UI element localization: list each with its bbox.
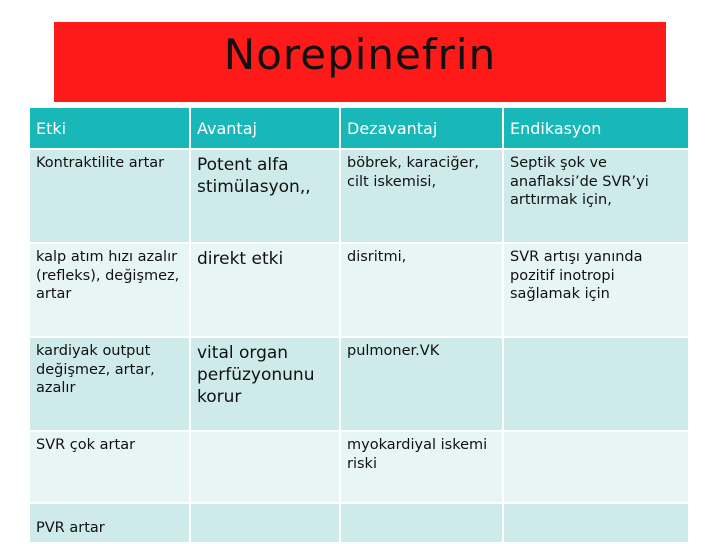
table-cell: Potent alfa stimülasyon,,: [190, 149, 340, 243]
table-row: [29, 503, 689, 543]
table-header-row: [29, 107, 689, 149]
table-cell: direkt etki: [190, 243, 340, 337]
table-cell: SVR çok artar: [29, 431, 190, 503]
header-etki: Etki: [29, 107, 190, 149]
table-cell: [190, 431, 340, 503]
table-cell: [503, 431, 689, 503]
table-cell: [190, 503, 340, 543]
table-cell: SVR artışı yanında pozitif inotropi sağlamak için: [503, 243, 689, 337]
table-cell: pulmoner.VK: [340, 337, 503, 431]
norepinefrin-table: [28, 106, 690, 544]
table-row: [29, 149, 689, 243]
table-cell: kardiyak output değişmez, artar, azalır: [29, 337, 190, 431]
table-row: [29, 337, 689, 431]
table-cell: vital organ perfüzyonunu korur: [190, 337, 340, 431]
table-cell: böbrek, karaciğer, cilt iskemisi,: [340, 149, 503, 243]
table-cell: [503, 503, 689, 543]
header-avantaj: Avantaj: [190, 107, 340, 149]
table-cell: disritmi,: [340, 243, 503, 337]
table-cell: Kontraktilite artar: [29, 149, 190, 243]
table-cell: myokardiyal iskemi riski: [340, 431, 503, 503]
table-cell: [340, 503, 503, 543]
header-dezavantaj: Dezavantaj: [340, 107, 503, 149]
table-cell: PVR artar: [29, 503, 190, 543]
header-endikasyon: Endikasyon: [503, 107, 689, 149]
table-row: [29, 243, 689, 337]
page-title: Norepinefrin: [223, 30, 497, 79]
table-cell: [503, 337, 689, 431]
table-cell: Septik şok ve anaflaksi’de SVR’yi arttırmak için,: [503, 149, 689, 243]
table-row: [29, 431, 689, 503]
table-cell: kalp atım hızı azalır (refleks), değişmez, artar: [29, 243, 190, 337]
